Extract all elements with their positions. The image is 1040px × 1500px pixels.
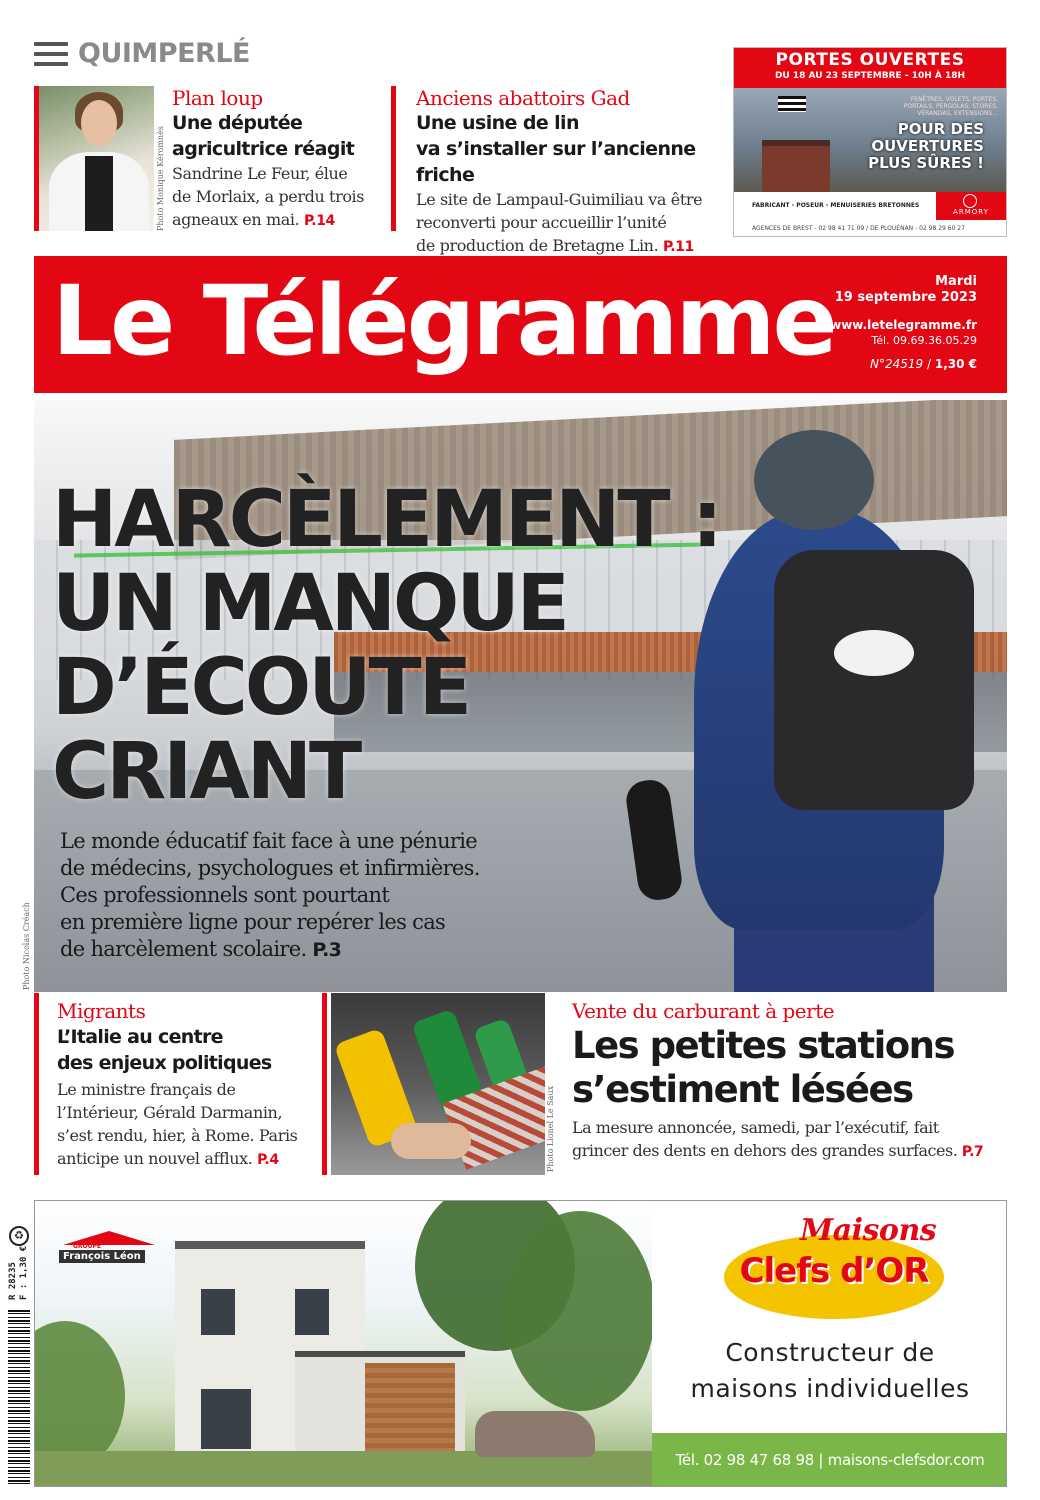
page-ref: P.11 bbox=[662, 239, 694, 255]
ad-text-panel bbox=[652, 1201, 1007, 1487]
teaser-divider bbox=[391, 86, 396, 231]
edition-menu[interactable] bbox=[34, 38, 250, 69]
hero-summary: Le monde éducatif fait face à une pénurie de médecins, psychologues et infirmières. Ces professionnels sont pourtant en première ligne pour repérer les cas de harcèlement scolaire. P.3 bbox=[60, 829, 480, 961]
masthead bbox=[34, 256, 1007, 393]
armory-logo-icon bbox=[963, 194, 977, 208]
story-divider bbox=[322, 993, 327, 1175]
teaser-kicker: Anciens abattoirs Gad bbox=[416, 86, 630, 110]
ad-agencies: AGENCES DE BREST - 02 98 41 71 09 / DE PLOUÉNAN - 02 98 29 60 27 bbox=[734, 220, 1006, 237]
francois-leon-logo: GROUPE François Léon bbox=[43, 1231, 153, 1265]
ad-banner: PORTES OUVERTES DU 18 AU 23 SEPTEMBRE - 10H À 18H bbox=[734, 48, 1006, 88]
photo-credit: Photo Nicolas Créach bbox=[22, 902, 31, 990]
page-ref: P.7 bbox=[961, 1144, 984, 1160]
fuel-pump-photo bbox=[331, 993, 545, 1175]
teaser-abattoirs-gad[interactable] bbox=[416, 86, 726, 259]
barcode bbox=[8, 1310, 30, 1486]
phone-number: Tél. 09.69.36.05.29 bbox=[871, 334, 977, 347]
teaser-photo-deputy bbox=[34, 86, 154, 231]
car-photo bbox=[475, 1411, 595, 1457]
story-fuel[interactable] bbox=[572, 998, 1002, 1164]
teaser-headline: Une députée agricultrice réagit bbox=[172, 112, 355, 160]
story-kicker: Migrants bbox=[57, 999, 146, 1023]
page-ref: P.3 bbox=[312, 939, 342, 961]
masthead-info: Mardi 19 septembre 2023 www.letelegramme.fr Tél. 09.69.36.05.29 N°24519 / 1,30 € bbox=[830, 274, 977, 371]
backpack-photo bbox=[774, 550, 974, 810]
menu-icon[interactable] bbox=[34, 42, 68, 66]
issue-identifier: R 28235 F : 1,30 € bbox=[8, 1245, 29, 1300]
teaser-kicker: Plan loup bbox=[172, 86, 263, 110]
teaser-body: Sandrine Le Feur, élue de Morlaix, a perdu trois agneaux en mai. P.14 bbox=[172, 164, 365, 229]
website-link[interactable]: www.letelegramme.fr bbox=[830, 318, 977, 332]
hero-headline: HARCÈLEMENT : UN MANQUE D’ÉCOUTE CRIANT bbox=[52, 475, 720, 817]
photo-credit: Photo Lionel Le Saux bbox=[546, 1085, 555, 1172]
issue-price: N°24519 / 1,30 € bbox=[870, 357, 977, 371]
ad-tagline: Constructeur de maisons individuelles bbox=[690, 1338, 970, 1403]
ad-house-photo bbox=[35, 1201, 652, 1487]
story-body: La mesure annoncée, samedi, par l’exécutif, fait grincer des dents en dehors des grandes surfaces. P.7 bbox=[572, 1118, 984, 1160]
ad-brand-clefs: Clefs d’OR bbox=[739, 1251, 929, 1291]
ad-armory[interactable] bbox=[733, 47, 1007, 237]
page-ref: P.14 bbox=[303, 213, 335, 229]
teaser-body: Le site de Lampaul-Guimiliau va être reconverti pour accueillir l’unité de production de Bretagne Lin. P.11 bbox=[416, 190, 703, 255]
teaser-headline: Une usine de lin va s’installer sur l’ancienne friche bbox=[416, 112, 696, 186]
edition-name: QUIMPERLÉ bbox=[78, 38, 250, 69]
ad-contact[interactable]: Tél. 02 98 47 68 98 | maisons-clefsdor.com bbox=[652, 1433, 1007, 1487]
story-migrants[interactable] bbox=[57, 998, 317, 1172]
photo-credit: Photo Monique Kéromnès bbox=[156, 126, 165, 231]
teaser-plan-loup[interactable] bbox=[172, 86, 377, 233]
story-kicker: Vente du carburant à perte bbox=[572, 999, 835, 1023]
story-body: Le ministre français de l’Intérieur, Gérald Darmanin, s’est rendu, hier, à Rome. Paris anticipe un nouvel afflux. P.4 bbox=[57, 1080, 298, 1168]
ad-maisons-clefs-dor[interactable] bbox=[34, 1200, 1007, 1487]
ad-brand: ARMORY bbox=[936, 192, 1006, 220]
ad-slogan: POUR DES OUVERTURES PLUS SÛRES ! bbox=[868, 120, 984, 172]
story-divider bbox=[34, 993, 39, 1175]
issue-date: 19 septembre 2023 bbox=[834, 290, 977, 305]
hero-story[interactable] bbox=[34, 400, 1007, 992]
ad-products: FENÊTRES, VOLETS, PORTES, PORTAILS, PERGOLAS, STORES, VÉRANDAS, EXTENSIONS... bbox=[903, 96, 998, 117]
breton-flag-icon bbox=[778, 96, 806, 112]
story-headline: Les petites stations s’estiment lésées bbox=[572, 1024, 955, 1111]
ad-brand-maisons: Maisons bbox=[800, 1213, 937, 1248]
newspaper-logo[interactable]: Le Télégramme bbox=[52, 265, 835, 377]
ad-tagline: FABRICANT - POSEUR - MENUISERIES BRETONNES bbox=[752, 202, 920, 209]
story-headline: L’Italie au centre des enjeux politiques bbox=[57, 1026, 272, 1074]
page-ref: P.4 bbox=[257, 1152, 279, 1168]
recycle-icon: ♻ bbox=[9, 1226, 29, 1246]
